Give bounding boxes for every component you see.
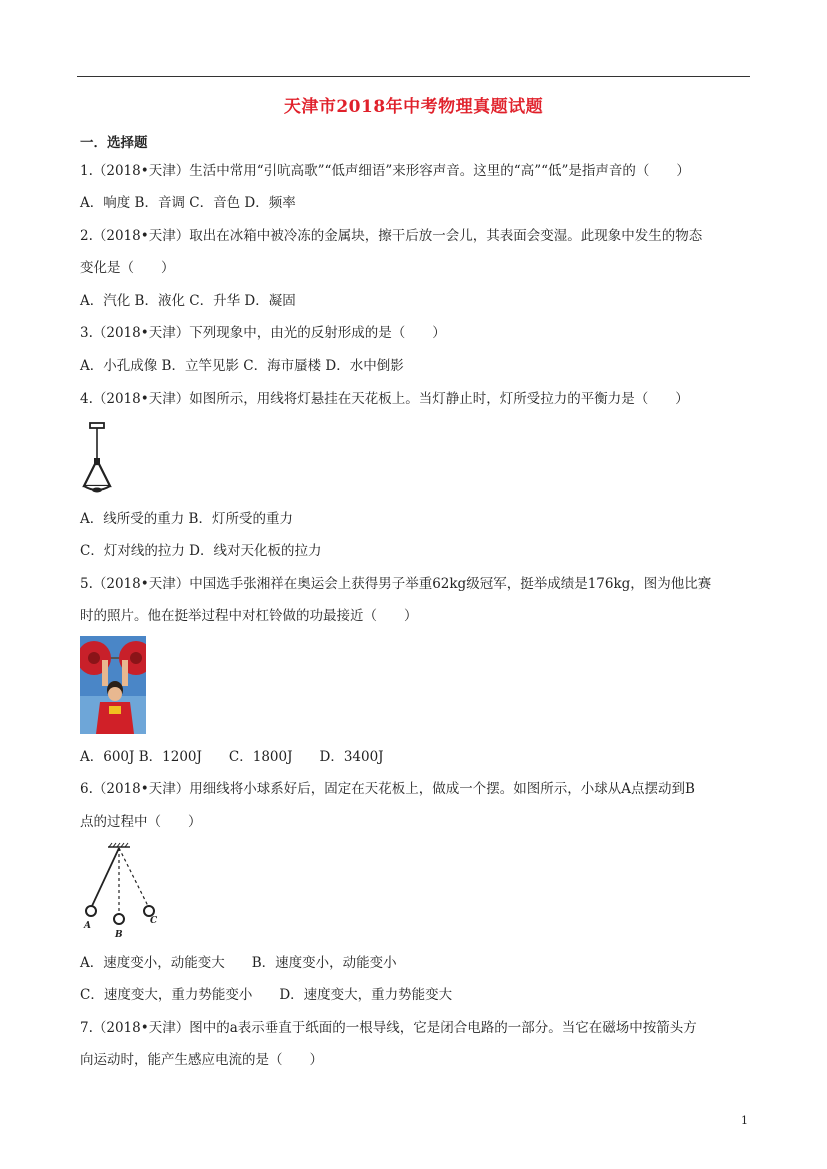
question-3: 3.（2018•天津）下列现象中，由光的反射形成的是（ ） — [80, 325, 446, 341]
question-7: 7.（2018•天津）图中的a表示垂直于纸面的一根导线，它是闭合电路的一部分。当它在磁场中按箭头方 — [80, 1020, 697, 1036]
question-6-cont: 点的过程中（ ） — [80, 814, 202, 830]
question-6-options-2: C．速度变大，重力势能变小 D．速度变大，重力势能变大 — [80, 987, 453, 1003]
page-title: 天津市2018年中考物理真题试题 — [283, 97, 544, 117]
question-5-options: A．600J B．1200J C．1800J D．3400J — [80, 749, 384, 765]
pendulum-label-b: B — [115, 930, 123, 940]
hanging-lamp-figure — [80, 420, 116, 496]
question-1: 1.（2018•天津）生活中常用“引吭高歌”“低声细语”来形容声音。这里的“高”“低”是指声音的（ ） — [80, 163, 690, 179]
page-number: 1 — [741, 1114, 748, 1127]
question-6: 6.（2018•天津）用细线将小球系好后，固定在天花板上，做成一个摆。如图所示，小球从A点摆动到B — [80, 781, 695, 797]
question-7-cont: 向运动时，能产生感应电流的是（ ） — [80, 1052, 323, 1068]
question-4: 4.（2018•天津）如图所示，用线将灯悬挂在天花板上。当灯静止时，灯所受拉力的平衡力是（ ） — [80, 391, 689, 407]
question-1-options: A．响度 B．音调 C．音色 D．频率 — [80, 195, 296, 211]
question-2-cont: 变化是（ ） — [80, 260, 175, 276]
header-rule — [77, 76, 750, 77]
question-3-options: A．小孔成像 B．立竿见影 C．海市蜃楼 D．水中倒影 — [80, 358, 404, 374]
pendulum-figure — [80, 840, 164, 940]
question-2: 2.（2018•天津）取出在冰箱中被冷冻的金属块，擦干后放一会儿，其表面会变湿。此现象中发生的物态 — [80, 228, 703, 244]
question-5-cont: 时的照片。他在挺举过程中对杠铃做的功最接近（ ） — [80, 608, 418, 624]
question-6-options-1: A．速度变小，动能变大 B．速度变小，动能变小 — [80, 955, 397, 971]
question-4-options-1: A．线所受的重力 B．灯所受的重力 — [80, 511, 293, 527]
pendulum-label-a: A — [84, 921, 91, 931]
weightlifter-photo — [80, 636, 146, 734]
question-2-options: A．汽化 B．液化 C．升华 D．凝固 — [80, 293, 296, 309]
section-heading: 一．选择题 — [80, 135, 148, 151]
question-4-options-2: C．灯对线的拉力 D．线对天化板的拉力 — [80, 543, 322, 559]
question-5: 5.（2018•天津）中国选手张湘祥在奥运会上获得男子举重62kg级冠军，挺举成绩是176kg，图为他比赛 — [80, 576, 712, 592]
pendulum-label-c: C — [150, 916, 158, 926]
